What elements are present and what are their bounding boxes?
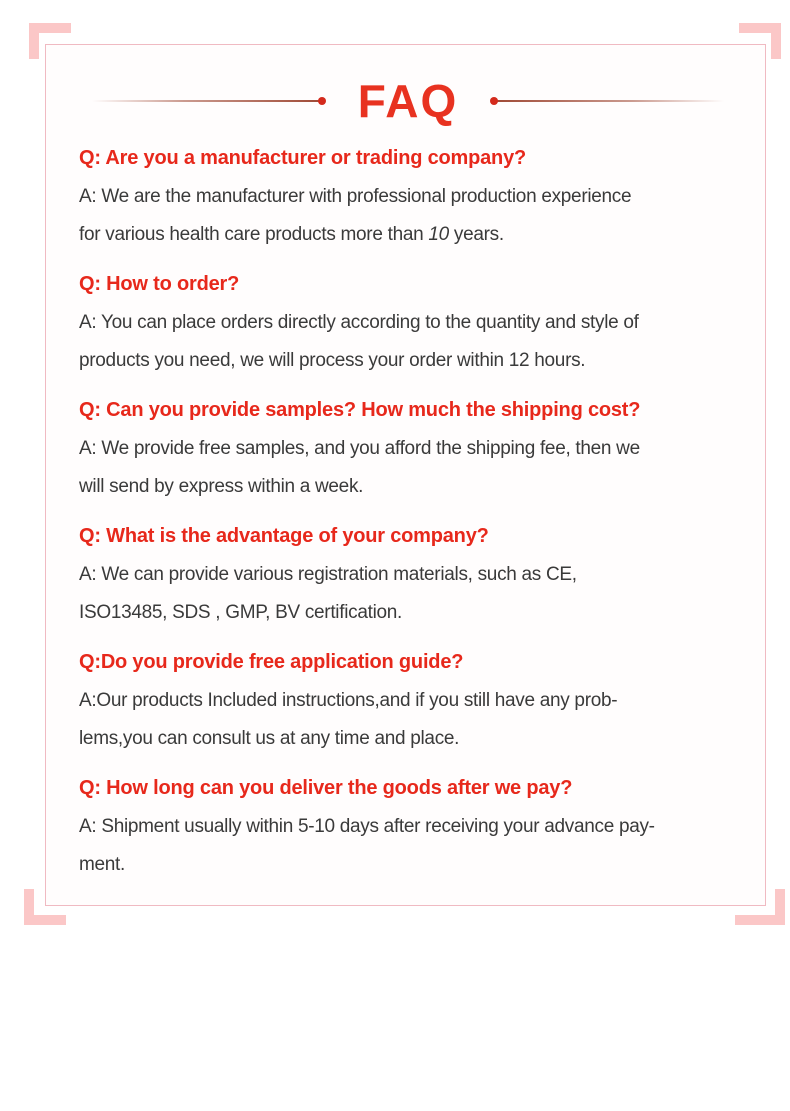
answer-line: A: We can provide various registration materials, such as CE, [79,564,577,585]
question-text: Q:Do you provide free application guide? [79,651,464,673]
faq-item [79,649,737,758]
answer-line: A: We provide free samples, and you afford the shipping fee, then we [79,438,640,459]
answer [79,556,737,632]
answer-line: A:Our products Included instructions,and if you still have any prob- [79,690,618,711]
answer [79,430,737,506]
faq-title: FAQ [357,75,459,127]
answer-line: A: You can place orders directly according to the quantity and style of [79,312,639,333]
answer-line: for various health care products more than 10 years. [79,224,504,245]
answer [79,682,737,758]
title-dot-right-icon [490,97,498,105]
title-line-right [496,100,724,102]
faq-item [79,775,737,884]
faq-header [79,71,737,131]
answer [79,808,737,884]
answer-line: ment. [79,854,126,875]
faq-list [79,145,737,884]
faq-frame [45,44,766,906]
title-line-left [92,100,320,102]
answer [79,304,737,380]
question-text: Q: Can you provide samples? How much the shipping cost? [79,399,641,421]
answer-line: products you need, we will process your order within 12 hours. [79,350,586,371]
answer-line: lems,you can consult us at any time and place. [79,728,460,749]
question-text: Q: What is the advantage of your company? [79,525,489,547]
answer-line: ISO13485, SDS , GMP, BV certification. [79,602,403,623]
answer-line: will send by express within a week. [79,476,364,497]
faq-item [79,397,737,506]
title-dot-left-icon [318,97,326,105]
answer-line: A: We are the manufacturer with professional production experience [79,186,632,207]
question-text: Q: How long can you deliver the goods after we pay? [79,777,573,799]
faq-item [79,145,737,254]
answer-line: A: Shipment usually within 5-10 days after receiving your advance pay- [79,816,655,837]
question-text: Q: How to order? [79,273,240,295]
question-text: Q: Are you a manufacturer or trading company? [79,147,527,169]
answer [79,178,737,254]
faq-item [79,271,737,380]
faq-item [79,523,737,632]
